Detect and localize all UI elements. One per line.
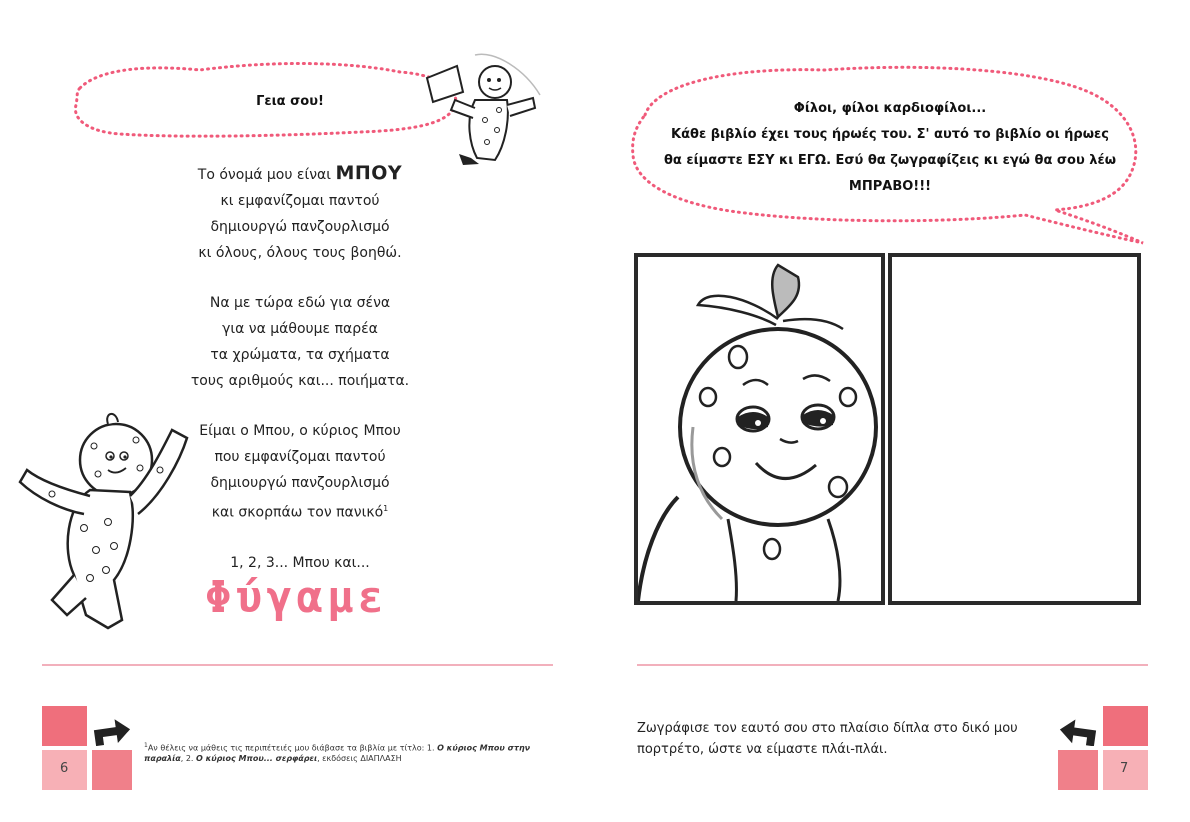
footnote-text: , εκδόσεις ΔΙΑΠΛΑΣΗ	[317, 753, 402, 763]
footnote-book-title-1: Ο κύριος Μπου στην παραλία	[144, 743, 531, 763]
page-number-block-right	[1058, 706, 1148, 790]
mpou-portrait-icon	[638, 257, 881, 601]
poem-line: Είμαι ο Μπου, ο κύριος Μπου	[199, 423, 401, 439]
bubble-intro	[650, 96, 1130, 200]
poem-line: κι όλους, όλους τους βοηθώ.	[198, 245, 402, 261]
instruction-line: πορτρέτο, ώστε να είμαστε πλάι-πλάι.	[637, 742, 888, 757]
poem-line: 1, 2, 3... Μπου και...	[230, 554, 370, 571]
mpou-portrait-frame	[634, 253, 885, 605]
self-portrait-drawing-area[interactable]	[888, 253, 1141, 605]
page-number-block-left	[42, 706, 132, 790]
arrow-right-icon	[90, 710, 132, 746]
mpou-character-icon	[12, 410, 197, 640]
footnote	[144, 741, 556, 764]
arrow-left-icon	[1058, 710, 1100, 746]
poem-line: και σκορπάω τον πανικό	[211, 504, 384, 521]
footnote-mark: 1	[144, 742, 148, 749]
bubble-line: Κάθε βιβλίο έχει τους ήρωές του. Σ' αυτό το βιβλίο οι ήρωες	[671, 127, 1109, 142]
poem-line: Το όνομά μου είναι	[197, 167, 332, 183]
square-dark	[92, 750, 132, 790]
poem-stanza-2	[150, 290, 450, 394]
mpou-character-icon	[415, 50, 555, 170]
bubble-greeting: Γεια σου!	[256, 94, 324, 109]
bubble-line: θα είμαστε ΕΣΥ κι ΕΓΩ. Εσύ θα ζωγραφίζεις κι εγώ θα σου λέω	[663, 153, 1117, 168]
poem-line: τα χρώματα, τα σχήματα	[210, 347, 390, 363]
poem-line: κι εμφανίζομαι παντού	[220, 193, 380, 209]
right-divider	[637, 664, 1148, 666]
poem-stanza-1	[150, 160, 450, 266]
square-dark	[42, 706, 87, 746]
bubble-line: ΜΠΡΑΒΟ!!!	[848, 179, 932, 194]
poem-line: δημιουργώ πανζουρλισμό	[210, 219, 390, 235]
drawing-instruction	[637, 718, 1057, 760]
poem-line: Να με τώρα εδώ για σένα	[209, 295, 391, 311]
finale-word: Φύγαμε	[205, 572, 388, 623]
poem-name: ΜΠΟΥ	[335, 162, 403, 184]
poem-line: που εμφανίζομαι παντού	[214, 449, 386, 465]
bubble-line: Φίλοι, φίλοι καρδιοφίλοι...	[793, 101, 987, 116]
poem-line: τους αριθμούς και... ποιήματα.	[190, 373, 410, 389]
footnote-book-title-2: Ο κύριος Μπου... σερφάρει	[196, 753, 318, 763]
footnote-text: , 2.	[180, 753, 194, 763]
left-divider	[42, 664, 553, 666]
page-number-right: 7	[1120, 761, 1129, 776]
square-dark	[1103, 706, 1148, 746]
poem-line: δημιουργώ πανζουρλισμό	[210, 475, 390, 491]
footnote-ref: 1	[383, 504, 389, 513]
footnote-text: Αν θέλεις να μάθεις τις περιπέτειές μου διάβασε τα βιβλία με τίτλο: 1.	[147, 743, 435, 753]
page-number-left: 6	[60, 761, 69, 776]
instruction-line: Ζωγράφισε τον εαυτό σου στο πλαίσιο δίπλα στο δικό μου	[637, 721, 1018, 736]
poem-line: για να μάθουμε παρέα	[222, 321, 378, 337]
square-dark	[1058, 750, 1098, 790]
